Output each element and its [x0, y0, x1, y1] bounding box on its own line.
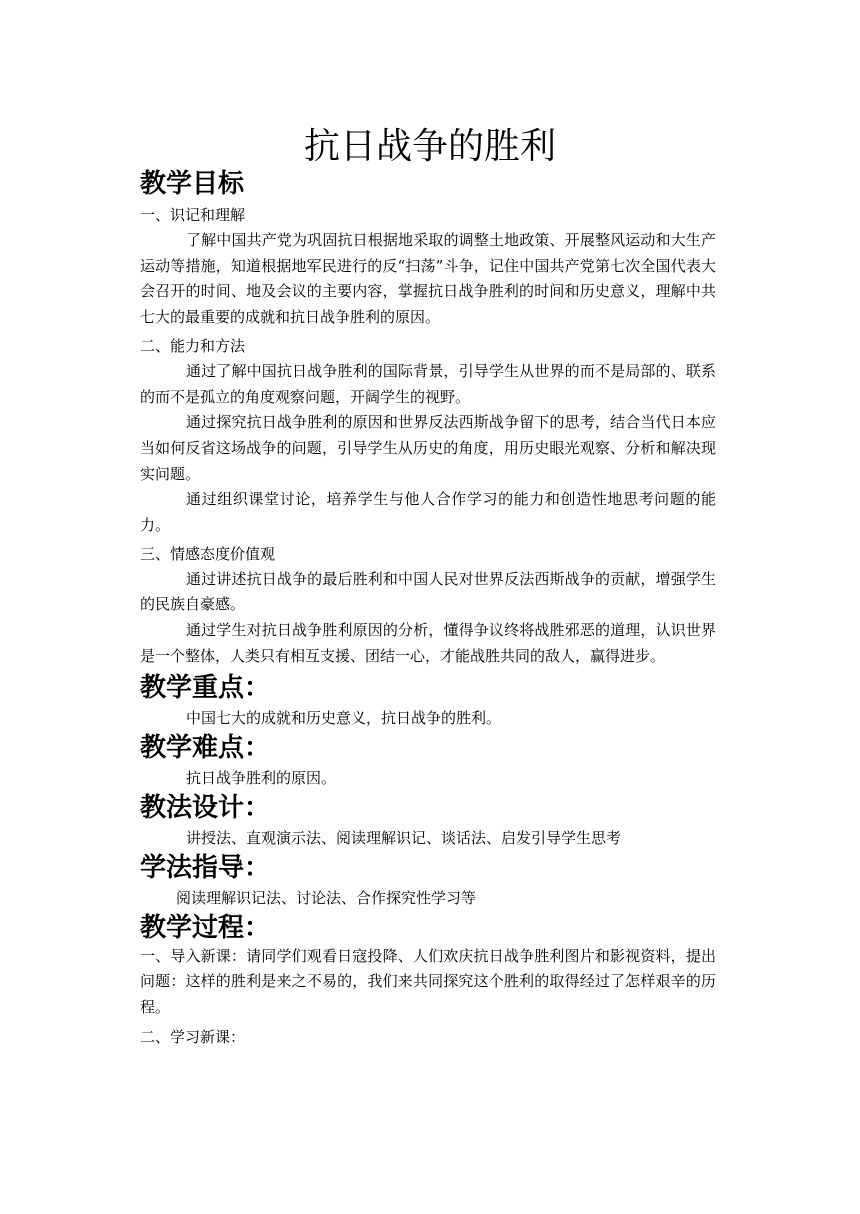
objectives-s3-label: 三、情感态度价值观: [140, 544, 276, 563]
objectives-s1-paragraph: 了解中国共产党为巩固抗日根据地采取的调整土地政策、开展整风运动和大生产运动等措施，知道根据地军民进行的反“扫荡”斗争，记住中国共产党第七次全国代表大会召开的时间、地及会议的主要内容，掌握抗日战争胜利的时间和历史意义，理解中共七大的最重要的成就和抗日战争胜利的原因。: [140, 231, 716, 327]
objectives-s2-paragraph-2: 通过探究抗日战争胜利的原因和世界反法西斯战争留下的思考，结合当代日本应当如何反省这场战争的问题，引导学生从历史的角度，用历史眼光观察、分析和解决现实问题。: [140, 413, 716, 483]
teaching-methods-heading: 教法设计：: [140, 792, 271, 823]
learning-methods-text: 阅读理解识记法、讨论法、合作探究性学习等: [176, 888, 477, 907]
key-points-heading: 教学重点：: [140, 672, 271, 703]
objectives-s2-label: 二、能力和方法: [140, 336, 246, 355]
process-new-lesson-label: 二、学习新课：: [140, 1027, 246, 1046]
document-body: [140, 168, 716, 1050]
objectives-s2-paragraph-3: 通过组织课堂讨论，培养学生与他人合作学习的能力和创造性地思考问题的能力。: [140, 490, 716, 535]
objectives-s2-paragraph-1: 通过了解中国抗日战争胜利的国际背景，引导学生从世界的而不是局部的、联系的而不是孤立的角度观察问题，开阔学生的视野。: [140, 361, 716, 406]
difficulties-text: 抗日战争胜利的原因。: [186, 768, 337, 787]
document-title: 抗日战争的胜利: [303, 126, 556, 167]
learning-methods-heading: 学法指导：: [140, 852, 271, 883]
objectives-s3-paragraph-2: 通过学生对抗日战争胜利原因的分析，懂得争议终将战胜邪恶的道理，认识世界是一个整体，人类只有相互支援、团结一心，才能战胜共同的敌人，赢得进步。: [140, 621, 716, 665]
objectives-s1-label: 一、识记和理解: [140, 206, 246, 224]
process-intro-paragraph: 一、导入新课：请同学们观看日寇投降、人们欢庆抗日战争胜利图片和影视资料，提出问题：这样的胜利是来之不易的，我们来共同探究这个胜利的取得经过了怎样艰辛的历程。: [140, 946, 716, 1016]
teaching-methods-text: 讲授法、直观演示法、阅读理解识记、谈话法、启发引导学生思考: [186, 828, 622, 847]
process-heading: 教学过程：: [140, 912, 271, 943]
difficulties-heading: 教学难点：: [140, 732, 271, 763]
objectives-s3-paragraph-1: 通过讲述抗日战争的最后胜利和中国人民对世界反法西斯战争的贡献，增强学生的民族自豪感。: [140, 569, 716, 614]
key-points-text: 中国七大的成就和历史意义，抗日战争的胜利。: [186, 708, 502, 727]
objectives-heading: 教学目标: [140, 169, 245, 199]
